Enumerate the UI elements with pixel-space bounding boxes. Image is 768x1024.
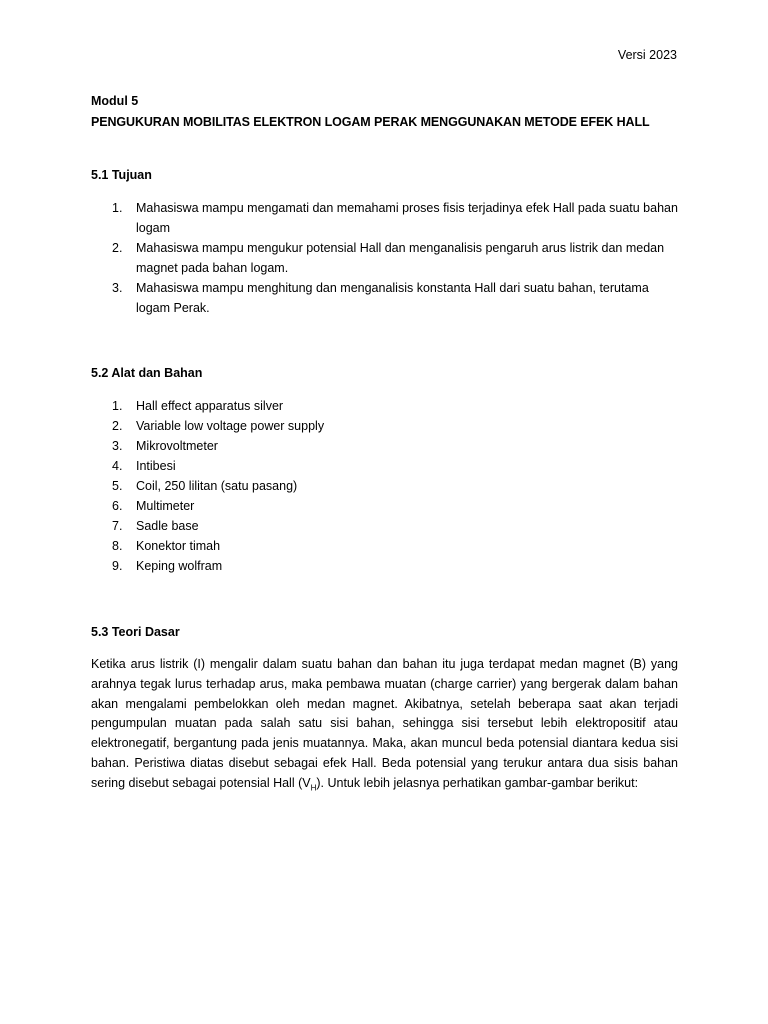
list-item — [91, 396, 681, 416]
list-number: 1. — [112, 201, 123, 215]
list-item — [91, 496, 681, 516]
teori-paragraph — [91, 655, 678, 794]
list-item-text: Mahasiswa mampu mengukur potensial Hall dan menganalisis pengaruh arus listrik dan medan magnet pada bahan logam. — [136, 241, 665, 275]
list-item-text: Mahasiswa mampu menghitung dan menganalisis konstanta Hall dari suatu bahan, terutama logam Perak. — [136, 281, 649, 315]
list-item-text: Intibesi — [136, 459, 176, 473]
teori-text: Ketika arus listrik (I) mengalir dalam suatu bahan dan bahan itu juga terdapat medan magnet (B) yang arahnya tegak lurus terhadap arus, maka pembawa muatan (charge carrier) yang bergerak dalam bahan akan mengalami pembelokkan oleh medan magnet. Akibatnya, setelah beberapa saat akan terjadi pengumpulan muatan pada salah satu sisi bahan, sehingga sisi tersebut lebih elektropositif atau elektronegatif, bergantung pada jenis muatannya. Maka, akan muncul beda potensial diantara kedua sisi bahan. Peristiwa diatas disebut sebagai efek Hall. Beda potensial yang terukur antara dua sisis bahan sering disebut sebagai potensial Hall (V — [91, 657, 678, 790]
list-item — [91, 278, 681, 318]
list-number: 5. — [112, 479, 123, 493]
section-heading-tujuan: 5.1 Tujuan — [91, 168, 152, 182]
tujuan-list — [91, 198, 681, 318]
list-number: 8. — [112, 539, 123, 553]
list-item — [91, 476, 681, 496]
list-item-text: Mahasiswa mampu mengamati dan memahami proses fisis terjadinya efek Hall pada suatu bahan logam — [136, 201, 678, 235]
section-heading-teori: 5.3 Teori Dasar — [91, 625, 180, 639]
list-item — [91, 456, 681, 476]
teori-subscript: H — [310, 783, 317, 793]
list-number: 3. — [112, 281, 123, 295]
list-item-text: Konektor timah — [136, 539, 221, 553]
list-item-text: Variable low voltage power supply — [136, 419, 325, 433]
list-number: 2. — [112, 419, 123, 433]
list-number: 3. — [112, 439, 123, 453]
alat-list — [91, 396, 681, 576]
version-label: Versi 2023 — [617, 48, 677, 62]
list-number: 4. — [112, 459, 123, 473]
list-item-text: Coil, 250 lilitan (satu pasang) — [136, 479, 298, 493]
list-item-text: Sadle base — [136, 519, 199, 533]
list-number: 2. — [112, 241, 123, 255]
list-item — [91, 556, 681, 576]
teori-text-tail: ). Untuk lebih jelasnya perhatikan gambar-gambar berikut: — [316, 775, 639, 790]
list-item — [91, 536, 681, 556]
list-item-text: Keping wolfram — [136, 559, 223, 573]
list-item-text: Multimeter — [136, 499, 195, 513]
list-item — [91, 198, 681, 238]
list-item — [91, 238, 681, 278]
list-item — [91, 516, 681, 536]
list-number: 7. — [112, 519, 123, 533]
section-heading-alat: 5.2 Alat dan Bahan — [91, 366, 203, 380]
module-label: Modul 5 — [91, 94, 139, 108]
list-item-text: Mikrovoltmeter — [136, 439, 218, 453]
list-item — [91, 436, 681, 456]
module-title: PENGUKURAN MOBILITAS ELEKTRON LOGAM PERAK MENGGUNAKAN METODE EFEK HALL — [91, 115, 650, 129]
list-number: 9. — [112, 559, 123, 573]
list-item-text: Hall effect apparatus silver — [136, 399, 284, 413]
list-number: 6. — [112, 499, 123, 513]
list-number: 1. — [112, 399, 123, 413]
list-item — [91, 416, 681, 436]
